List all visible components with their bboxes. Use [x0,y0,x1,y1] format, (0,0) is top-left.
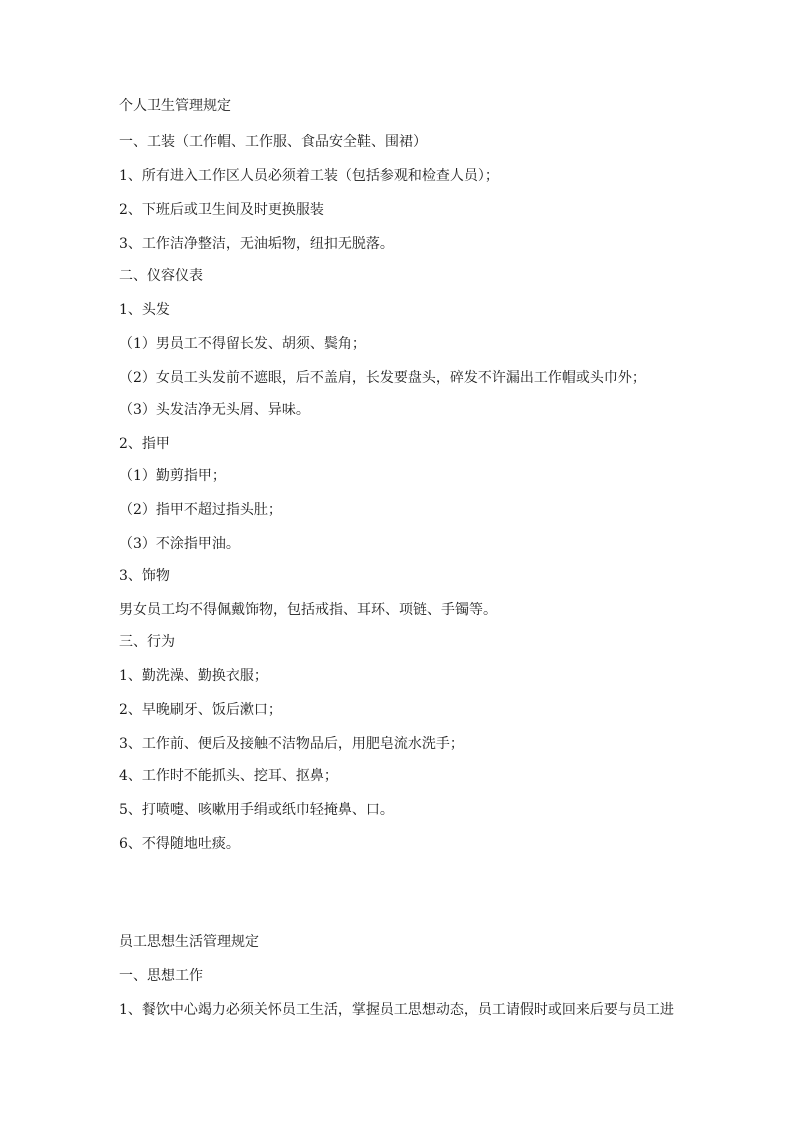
list-item: 2、早晚刷牙、饭后漱口； [119,702,282,718]
section-heading: 三、行为 [119,634,175,650]
list-item: （3）头发洁净无头屑、异味。 [119,402,310,418]
list-item: （1）勤剪指甲； [119,468,226,484]
list-item: （2）指甲不超过指头肚； [119,502,282,518]
list-item: 3、工作洁净整洁，无油垢物，纽扣无脱落。 [119,236,394,252]
section-heading: 一、思想工作 [119,968,203,984]
list-item: 1、勤洗澡、勤换衣服； [119,668,268,684]
list-item: （1）男员工不得留长发、胡须、鬓角； [119,336,366,352]
paragraph: 男女员工均不得佩戴饰物，包括戒指、耳环、项链、手镯等。 [119,602,497,618]
list-item: 2、下班后或卫生间及时更换服装 [119,202,324,218]
list-item: 4、工作时不能抓头、挖耳、抠鼻； [119,768,338,784]
subsection-heading: 1、头发 [119,302,170,318]
document-title: 个人卫生管理规定 [119,98,231,114]
list-item: （2）女员工头发前不遮眼，后不盖肩，长发要盘头，碎发不许漏出工作帽或头巾外； [119,370,646,386]
section-heading: 二、仪容仪表 [119,268,203,284]
document-title: 员工思想生活管理规定 [119,934,259,950]
subsection-heading: 2、指甲 [119,436,170,452]
subsection-heading: 3、饰物 [119,568,170,584]
list-item: 5、打喷嚏、咳嗽用手绢或纸巾轻掩鼻、口。 [119,802,394,818]
list-item: 1、餐饮中心竭力必须关怀员工生活，掌握员工思想动态，员工请假时或回来后要与员工进 [119,1002,674,1018]
list-item: 3、工作前、便后及接触不洁物品后，用肥皂流水洗手； [119,736,464,752]
list-item: 6、不得随地吐痰。 [119,836,240,852]
list-item: （3）不涂指甲油。 [119,536,240,552]
section-heading: 一、工装（工作帽、工作服、食品安全鞋、围裙） [119,134,427,150]
list-item: 1、所有进入工作区人员必须着工装（包括参观和检查人员）； [119,168,499,184]
